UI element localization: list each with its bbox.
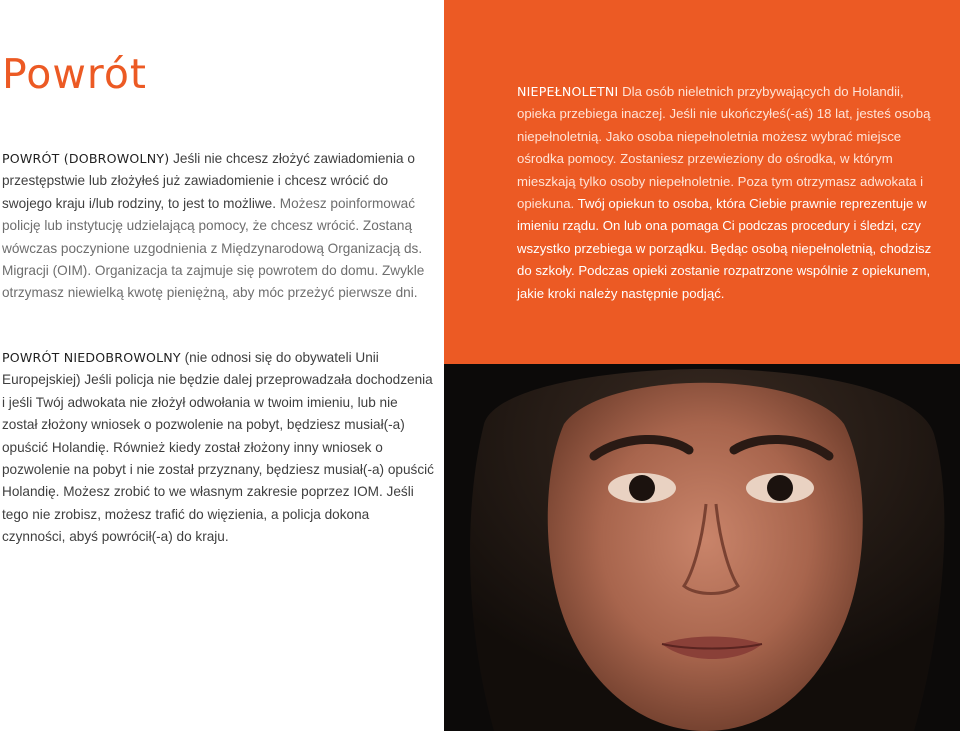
involuntary-return-paragraph [2,347,434,549]
voluntary-return-heading: POWRÓT (DOBROWOLNY) [2,151,170,166]
portrait-photo [444,364,960,731]
voluntary-return-paragraph [2,148,432,305]
portrait-illustration [444,364,960,731]
involuntary-return-text: (nie odnosi się do obywateli Unii Europejskiej) Jeśli policja nie będzie dalej przeprowadzała dochodzenia i jeśli Twój adwokata nie złożył odwołania w twoim imieniu, lub nie został złożony wniosek o pozwolenie na pobyt, będziesz musiał(-a) opuścić Holandię. Również kiedy został złożony inny wniosek o pozwolenie na pobyt i nie został przyznany, będziesz musiał(-a) opuścić Holandię. Możesz zrobić to we własnym zakresie poprzez IOM. Jeśli tego nie zrobisz, możesz trafić do więzienia, a policja dokona czynności, abyś powrócił(-a) do kraju. [2,350,434,545]
minors-heading: NIEPEŁNOLETNI [517,84,619,99]
minors-paragraph [517,81,937,305]
minors-text-bright: Twój opiekun to osoba, która Ciebie prawnie reprezentuje w imieniu rządu. On lub ona pomaga Ci podczas procedury i śledzi, czy wszystko przebiega w porządku. Będąc osobą niepełnoletnią, chodzisz do szkoły. Podczas opieki zostanie rozpatrzone wspólnie z opiekunem, jakie kroki należy następnie podjąć. [517,196,932,301]
voluntary-return-text-light: Możesz poinformować policję lub instytucję udzielającą pomocy, że chcesz wrócić. Zostaną wówczas poczynione uzgodnienia z Międzynarodową Organizacją ds. Migracji (OIM). Organizacja ta zajmuje się powrotem do domu. Zwykle otrzymasz niewielką kwotę pieniężną, aby móc przeżyć pierwsze dni. [2,195,425,301]
page-title: Powrót [2,50,147,98]
involuntary-return-heading: POWRÓT NIEDOBROWOLNY [2,350,181,365]
minors-text-light: Dla osób nieletnich przybywających do Holandii, opieka przebiega inaczej. Jeśli nie ukończyłeś(-aś) 18 lat, jesteś osobą niepełnoletnią. Jako osoba niepełnoletnia możesz wybrać miejsce ośrodka pomocy. Zostaniesz przewieziony do ośrodka, w którym mieszkają tylko osoby niepełnoletnie. Poza tym otrzymasz adwokata i opiekuna. [517,84,931,212]
voluntary-return-text-dark: Jeśli nie chcesz złożyć zawiadomienia o przestępstwie lub złożyłeś już zawiadomienie i chcesz wrócić do swojego kraju i/lub rodziny, to jest to możliwe. [2,151,415,211]
